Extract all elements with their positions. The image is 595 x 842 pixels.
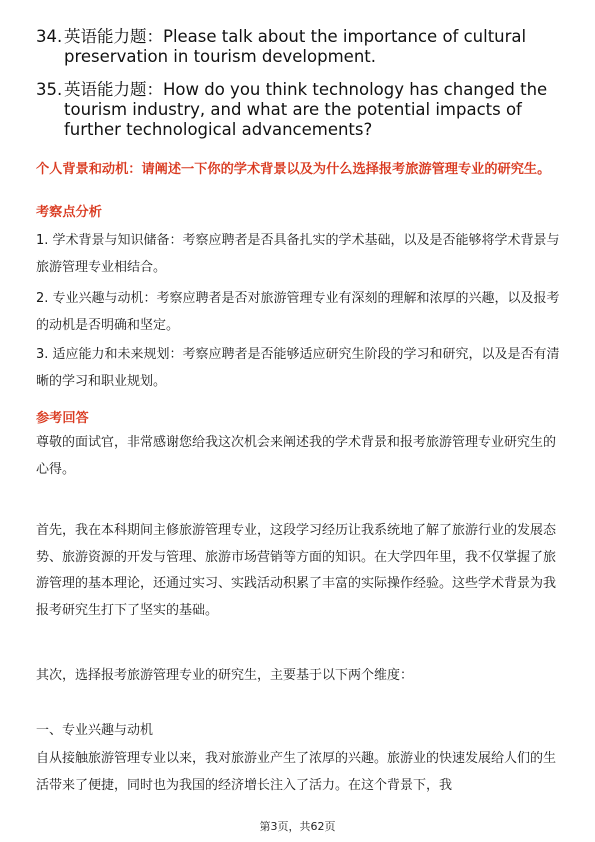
analysis-point: 3. 适应能力和未来规划：考察应聘者是否能够适应研究生阶段的学习和研究，以及是否有清晰的学习和职业规划。 bbox=[36, 347, 560, 389]
answer-paragraph: 自从接触旅游管理专业以来，我对旅游业产生了浓厚的兴趣。旅游业的快速发展给人们的生活带来了便捷，同时也为我国的经济增长注入了活力。在这个背景下，我 bbox=[36, 751, 557, 793]
question-number: 34. bbox=[36, 27, 63, 46]
analysis-point: 2. 专业兴趣与动机：考察应聘者是否对旅游管理专业有深刻的理解和浓厚的兴趣，以及报考的动机是否明确和坚定。 bbox=[36, 291, 560, 333]
analysis-point: 1. 学术背景与知识储备：考察应聘者是否具备扎实的学术基础，以及是否能够将学术背景与旅游管理专业相结合。 bbox=[36, 233, 560, 275]
page-footer: 第3页，共62页 bbox=[259, 820, 336, 833]
question-34 bbox=[36, 27, 566, 67]
section-question: 个人背景和动机：请阐述一下你的学术背景以及为什么选择报考旅游管理专业的研究生。 bbox=[36, 162, 551, 177]
answer-paragraph: 尊敬的面试官，非常感谢您给我这次机会来阐述我的学术背景和报考旅游管理专业研究生的心得。 bbox=[36, 435, 557, 477]
answer-heading: 参考回答 bbox=[36, 411, 89, 426]
question-35 bbox=[36, 80, 566, 140]
question-text: 英语能力题：How do you think technology has changed the tourism industry, and what are the potential impacts of further technological advancements? bbox=[64, 80, 548, 139]
answer-paragraph: 首先，我在本科期间主修旅游管理专业，这段学习经历让我系统地了解了旅游行业的发展态势、旅游资源的开发与管理、旅游市场营销等方面的知识。在大学四年里，我不仅掌握了旅游管理的基本理论，还通过实习、实践活动积累了丰富的实际操作经验。这些学术背景为我报考研究生打下了坚实的基础。 bbox=[36, 523, 557, 618]
question-text: 英语能力题：Please talk about the importance of cultural preservation in tourism development. bbox=[64, 27, 527, 66]
analysis-heading: 考察点分析 bbox=[36, 205, 102, 220]
answer-subheading: 一、专业兴趣与动机 bbox=[36, 723, 154, 738]
question-number: 35. bbox=[36, 80, 63, 99]
answer-paragraph: 其次，选择报考旅游管理专业的研究生，主要基于以下两个维度： bbox=[36, 668, 414, 683]
